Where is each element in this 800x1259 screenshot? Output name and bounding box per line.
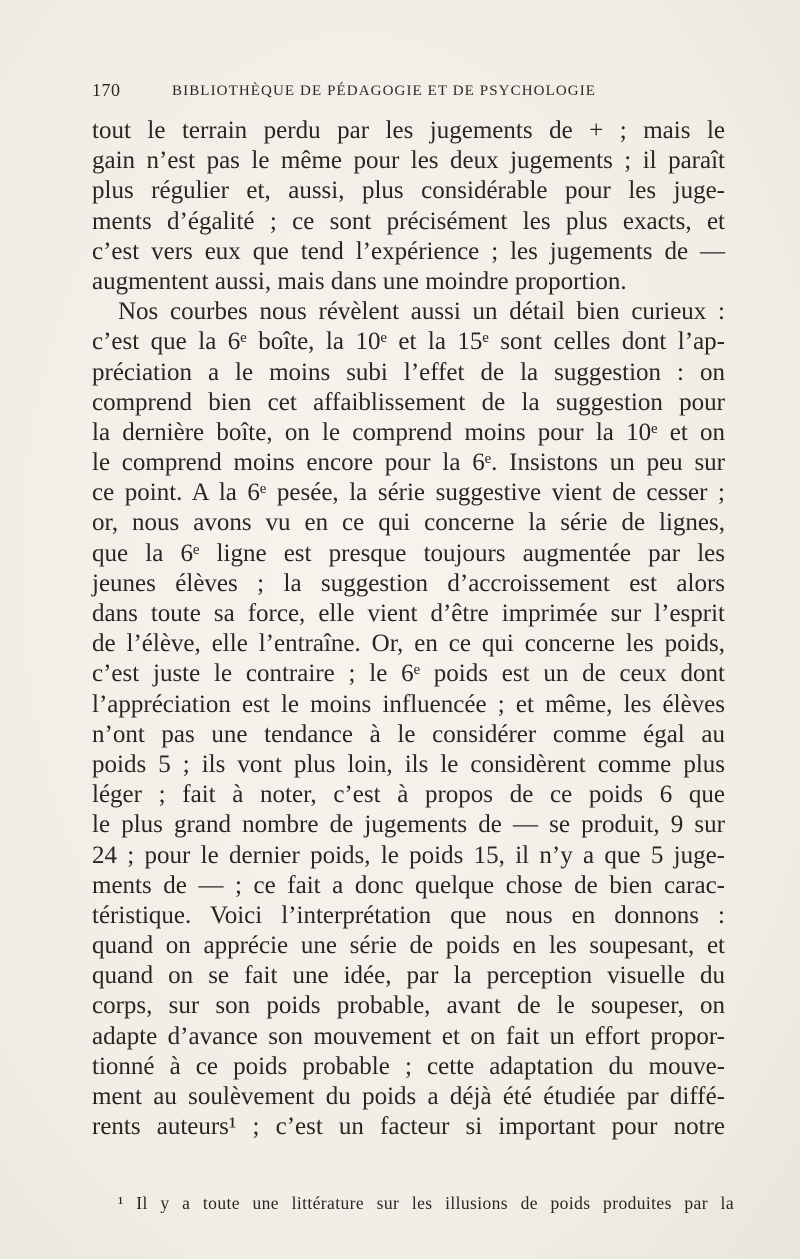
text-line: plus régulier et, aussi, plus considérable pour les juge- bbox=[92, 177, 725, 205]
text-line: ce point. A la 6ᵉ pesée, la série suggestive vient de cesser ; bbox=[92, 479, 725, 507]
footnote: ¹ Il y a toute une littérature sur les illusions de poids produites par la bbox=[118, 1193, 734, 1213]
body-text bbox=[92, 116, 725, 1142]
text-line: la dernière boîte, on le comprend moins pour la 10ᵉ et on bbox=[92, 418, 725, 446]
text-line: dans toute sa force, elle vient d’être imprimée sur l’esprit bbox=[92, 600, 725, 627]
text-line: c’est vers eux que tend l’expérience ; les jugements de — bbox=[92, 237, 725, 265]
text-line: que la 6ᵉ ligne est presque toujours augmentée par les bbox=[92, 539, 725, 567]
text-line: le plus grand nombre de jugements de — se produit, 9 sur bbox=[92, 811, 725, 839]
text-line: tout le terrain perdu par les jugements de + ; mais le bbox=[92, 117, 725, 144]
text-line: de l’élève, elle l’entraîne. Or, en ce qui concerne les poids, bbox=[92, 630, 725, 658]
text-line: poids 5 ; ils vont plus loin, ils le considèrent comme plus bbox=[92, 750, 725, 778]
text-line: ments de — ; ce fait a donc quelque chose de bien carac- bbox=[92, 871, 725, 899]
text-line: comprend bien cet affaiblissement de la suggestion pour bbox=[92, 388, 725, 416]
text-line: téristique. Voici l’interprétation que nous en donnons : bbox=[92, 901, 725, 929]
text-line: n’ont pas une tendance à le considérer comme égal au bbox=[92, 720, 725, 748]
text-line: tionné à ce poids probable ; cette adaptation du mouve- bbox=[92, 1052, 725, 1080]
text-line: quand on apprécie une série de poids en les soupesant, et bbox=[92, 932, 725, 960]
text-line: ments d’égalité ; ce sont précisément les plus exacts, et bbox=[92, 207, 725, 235]
text-line: corps, sur son poids probable, avant de le soupeser, on bbox=[92, 992, 725, 1020]
text-line: ment au soulèvement du poids a déjà été étudiée par diffé- bbox=[92, 1083, 725, 1110]
text-line: c’est juste le contraire ; le 6ᵉ poids est un de ceux dont bbox=[92, 660, 725, 688]
text-line: 24 ; pour le dernier poids, le poids 15, il n’y a que 5 juge- bbox=[92, 841, 725, 869]
text-line: l’appréciation est le moins influencée ; et même, les élèves bbox=[92, 690, 725, 718]
text-line: c’est que la 6ᵉ boîte, la 10ᵉ et la 15ᵉ sont celles dont l’ap- bbox=[92, 328, 725, 356]
text-line: gain n’est pas le même pour les deux jugements ; il paraît bbox=[92, 147, 725, 175]
text-line: jeunes élèves ; la suggestion d’accroissement est alors bbox=[92, 569, 725, 597]
text-line: le comprend moins encore pour la 6ᵉ. Insistons un peu sur bbox=[92, 449, 725, 477]
text-line: adapte d’avance son mouvement et on fait un effort propor- bbox=[92, 1022, 725, 1050]
page-header bbox=[92, 80, 652, 102]
page-number: 170 bbox=[92, 80, 121, 100]
text-line: préciation a le moins subi l’effet de la suggestion : on bbox=[92, 358, 725, 386]
text-line: quand on se fait une idée, par la perception visuelle du bbox=[92, 962, 725, 990]
text-line: augmentent aussi, mais dans une moindre proportion. bbox=[92, 267, 627, 295]
text-line: or, nous avons vu en ce qui concerne la série de lignes, bbox=[92, 509, 725, 537]
text-line: léger ; fait à noter, c’est à propos de ce poids 6 que bbox=[92, 781, 725, 809]
text-line: rents auteurs¹ ; c’est un facteur si important pour notre bbox=[92, 1113, 725, 1141]
text-line: Nos courbes nous révèlent aussi un détail bien curieux : bbox=[118, 298, 725, 326]
running-head: BIBLIOTHÈQUE DE PÉDAGOGIE ET DE PSYCHOLOGIE bbox=[172, 83, 597, 99]
